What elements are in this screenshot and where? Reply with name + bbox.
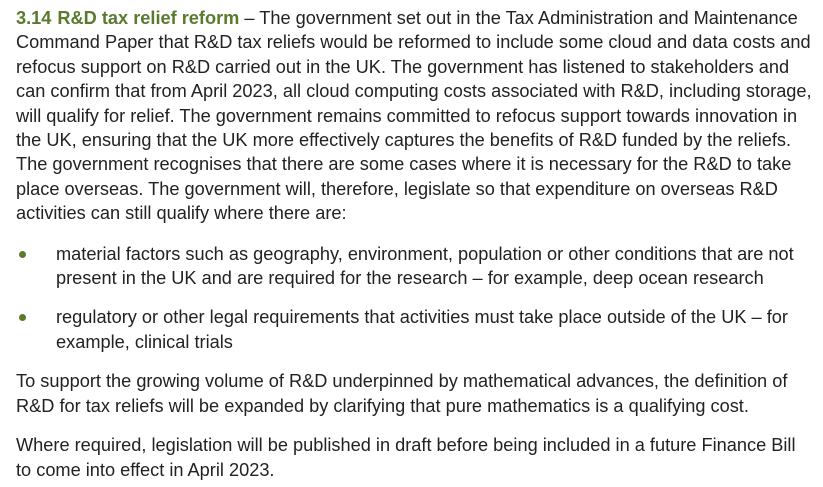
bullet-icon	[19, 251, 26, 258]
list-item-text: regulatory or other legal requirements that activities must take place outside of the UK – for example, clinical trials	[56, 307, 788, 352]
intro-paragraph	[16, 6, 815, 226]
intro-text: – The government set out in the Tax Administration and Maintenance Command Paper that R&D tax reliefs would be reformed to include some cloud and data costs and refocus support on R&D carried out in the UK. The government has listened to stakeholders and can confirm that from April 2023, all cloud computing costs associated with R&D, including storage, will qualify for relief. The government remains committed to refocus support towards innovation in the UK, ensuring that the UK more effectively captures the benefits of R&D funded by the reliefs. The government recognises that there are some cases where it is necessary for the R&D to take place overseas. The government will, therefore, legislate so that expenditure on overseas R&D activities can still qualify where there are:	[16, 8, 812, 224]
section-number: 3.14	[16, 8, 52, 28]
mathematics-paragraph: To support the growing volume of R&D underpinned by mathematical advances, the definition of R&D for tax reliefs will be expanded by clarifying that pure mathematics is a qualifying cost.	[16, 371, 788, 416]
qualifying-conditions-list	[16, 242, 815, 355]
legislation-paragraph: Where required, legislation will be published in draft before being included in a future Finance Bill to come into effect in April 2023.	[16, 435, 796, 480]
list-item	[16, 242, 815, 291]
bullet-icon	[19, 314, 26, 321]
list-item	[16, 305, 815, 354]
list-item-text: material factors such as geography, environment, population or other conditions that are not present in the UK and are required for the research – for example, deep ocean research	[56, 243, 794, 289]
section-heading: R&D tax relief reform	[57, 8, 240, 28]
